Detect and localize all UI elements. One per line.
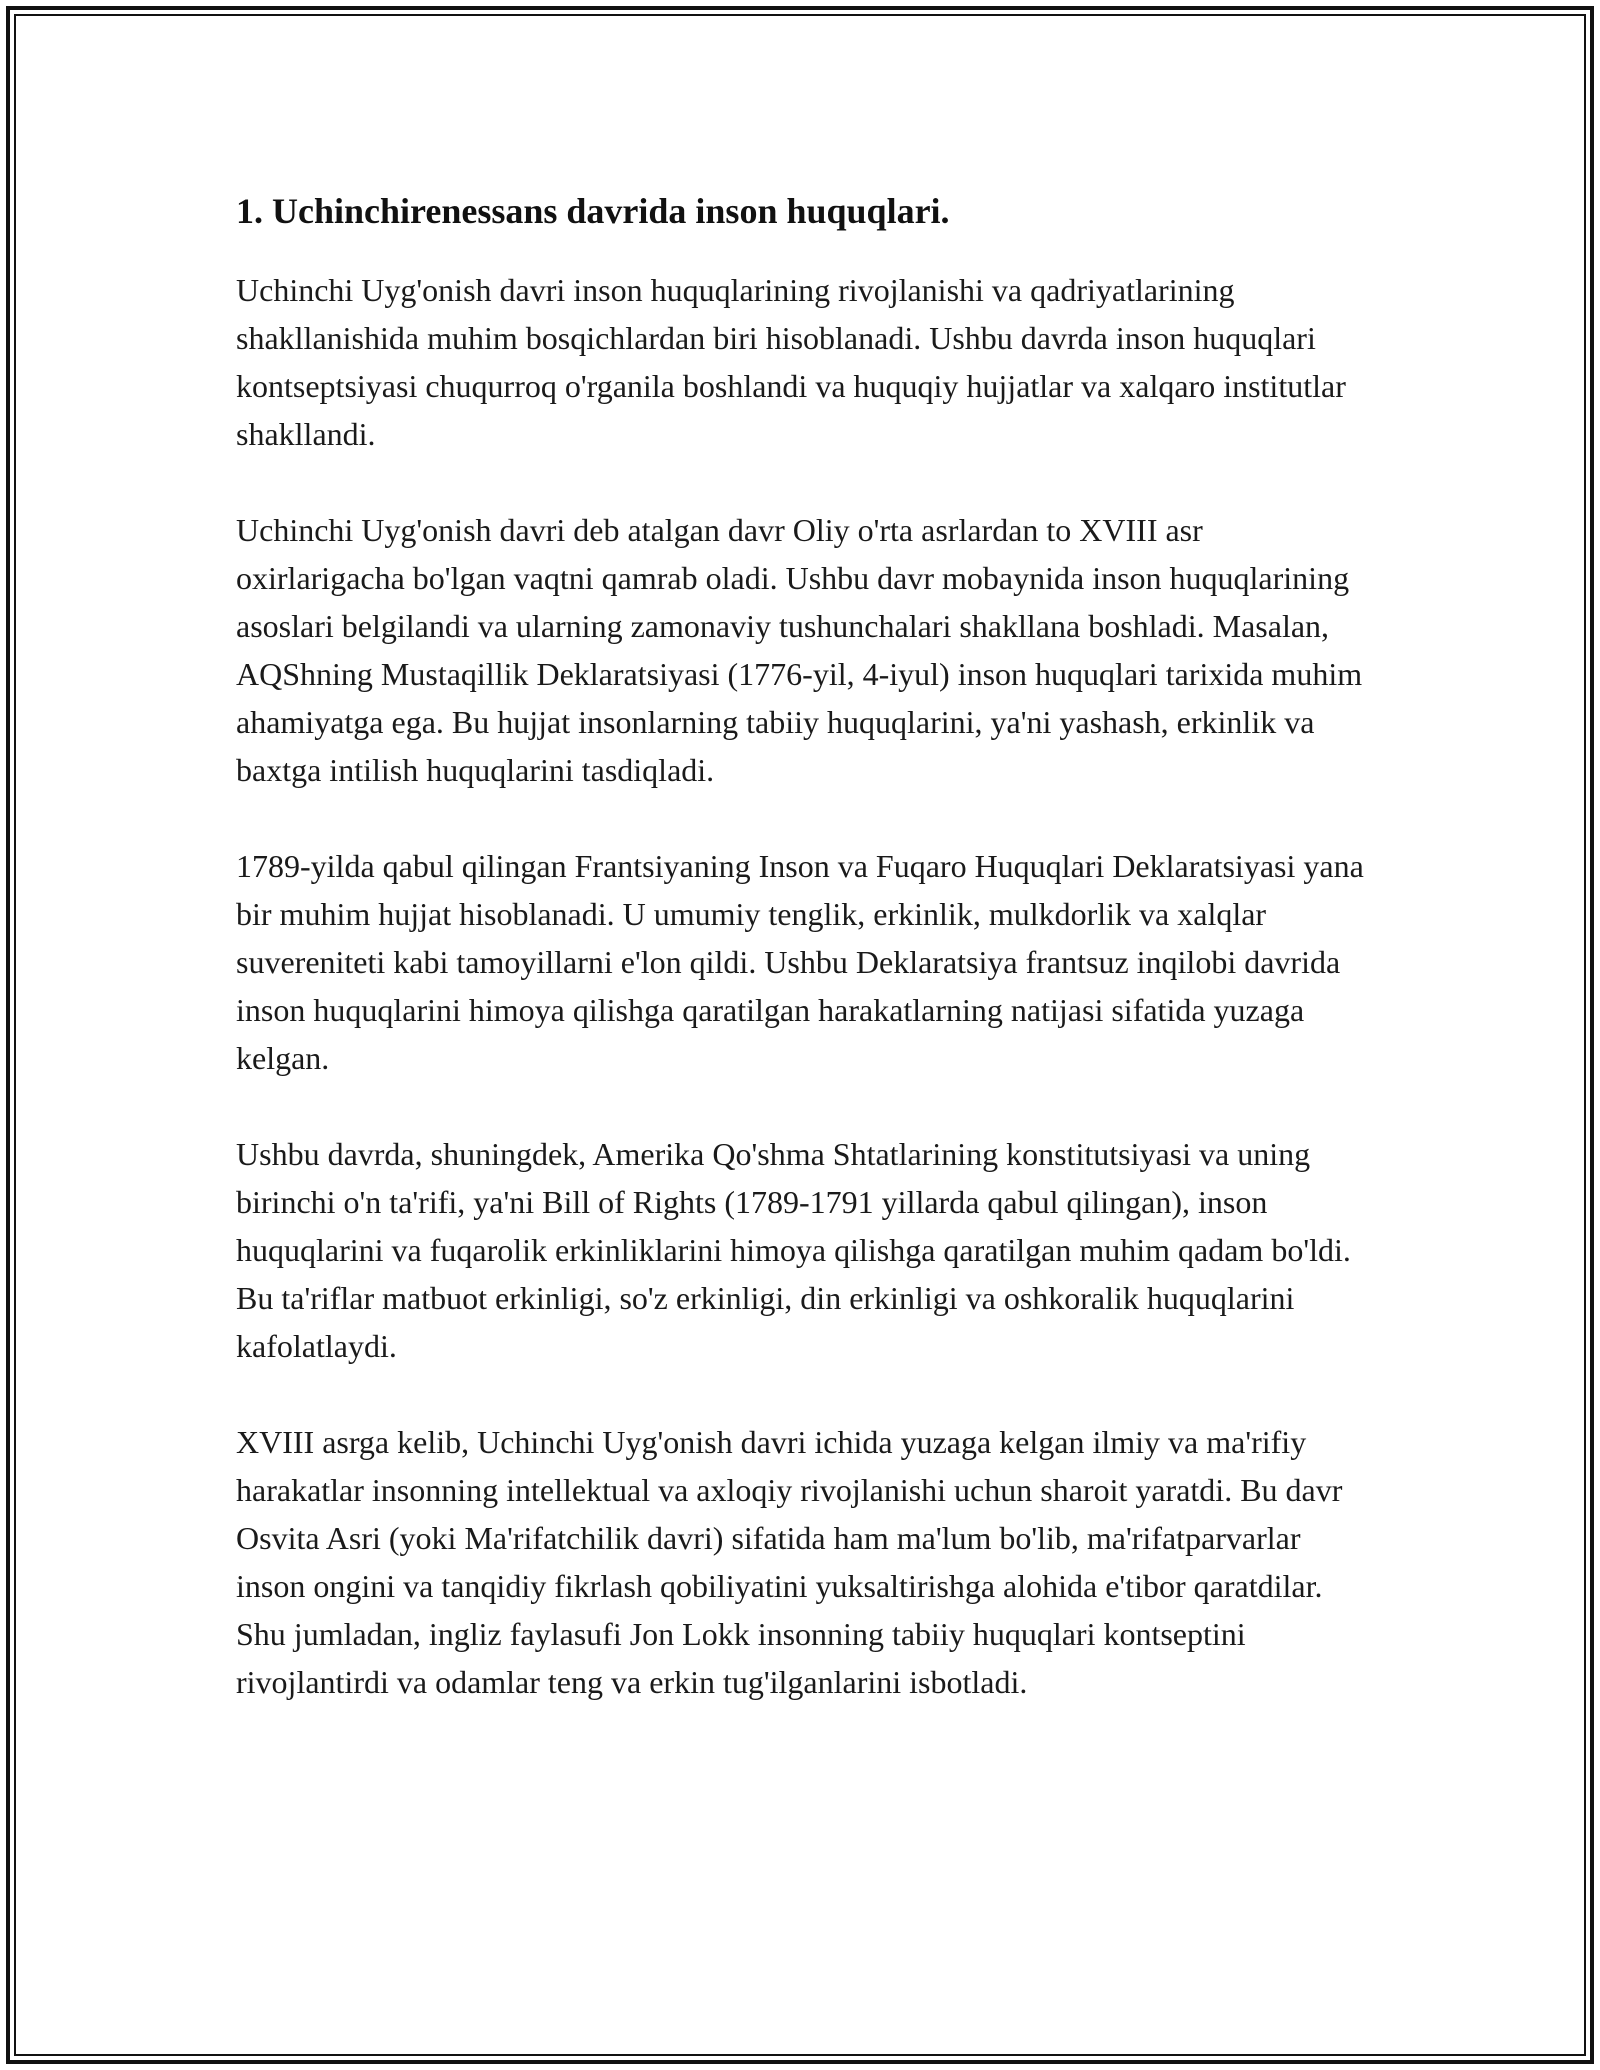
paragraph-5: XVIII asrga kelib, Uchinchi Uyg'onish davri ichida yuzaga kelgan ilmiy va ma'rifiy harakatlar insonning intellektual va axloqiy rivojlanishi uchun sharoit yaratdi. Bu davr Osvita Asri (yoki Ma'rifatchilik davri) sifatida ham ma'lum bo'lib, ma'rifatparvarlar inson ongini va tanqidiy fikrlash qobiliyatini yuksaltirishga alohida e'tibor qaratdilar. Shu jumladan, ingliz faylasufi Jon Lokk insonning tabiiy huquqlari kontseptini rivojlantirdi va odamlar teng va erkin tug'ilganlarini isbotladi. (236, 1424, 1343, 1700)
paragraph-3: 1789-yilda qabul qilingan Frantsiyaning Inson va Fuqaro Huquqlari Deklaratsiyasi yana bir muhim hujjat hisoblanadi. U umumiy tenglik, erkinlik, mulkdorlik va xalqlar suvereniteti kabi tamoyillarni e'lon qildi. Ushbu Deklaratsiya frantsuz inqilobi davrida inson huquqlarini himoya qilishga qaratilgan harakatlarning natijasi sifatida yuzaga kelgan. (236, 848, 1364, 1076)
paragraph-2: Uchinchi Uyg'onish davri deb atalgan davr Oliy o'rta asrlardan to XVIII asr oxirlarigacha bo'lgan vaqtni qamrab oladi. Ushbu davr mobaynida inson huquqlarining asoslari belgilandi va ularning zamonaviy tushunchalari shakllana boshladi. Masalan, AQShning Mustaqillik Deklaratsiyasi (1776-yil, 4-iyul) inson huquqlari tarixida muhim ahamiyatga ega. Bu hujjat insonlarning tabiiy huquqlarini, ya'ni yashash, erkinlik va baxtga intilish huquqlarini tasdiqladi. (236, 512, 1363, 788)
section-heading: 1. Uchinchirenessans davrida inson huquqlari. (236, 191, 950, 231)
paragraph-1: Uchinchi Uyg'onish davri inson huquqlarining rivojlanishi va qadriyatlarining shakllanishida muhim bosqichlardan biri hisoblanadi. Ushbu davrda inson huquqlari kontseptsiyasi chuqurroq o'rganila boshlandi va huquqiy hujjatlar va xalqaro institutlar shakllandi. (236, 272, 1346, 452)
paragraph-4: Ushbu davrda, shuningdek, Amerika Qo'shma Shtatlarining konstitutsiyasi va uning birinchi o'n ta'rifi, ya'ni Bill of Rights (1789-1791 yillarda qabul qilingan), inson huquqlarini va fuqarolik erkinliklarini himoya qilishga qaratilgan muhim qadam bo'ldi. Bu ta'riflar matbuot erkinligi, so'z erkinligi, din erkinligi va oshkoralik huquqlarini kafolatlaydi. (236, 1136, 1351, 1364)
document-body (236, 188, 1376, 1754)
